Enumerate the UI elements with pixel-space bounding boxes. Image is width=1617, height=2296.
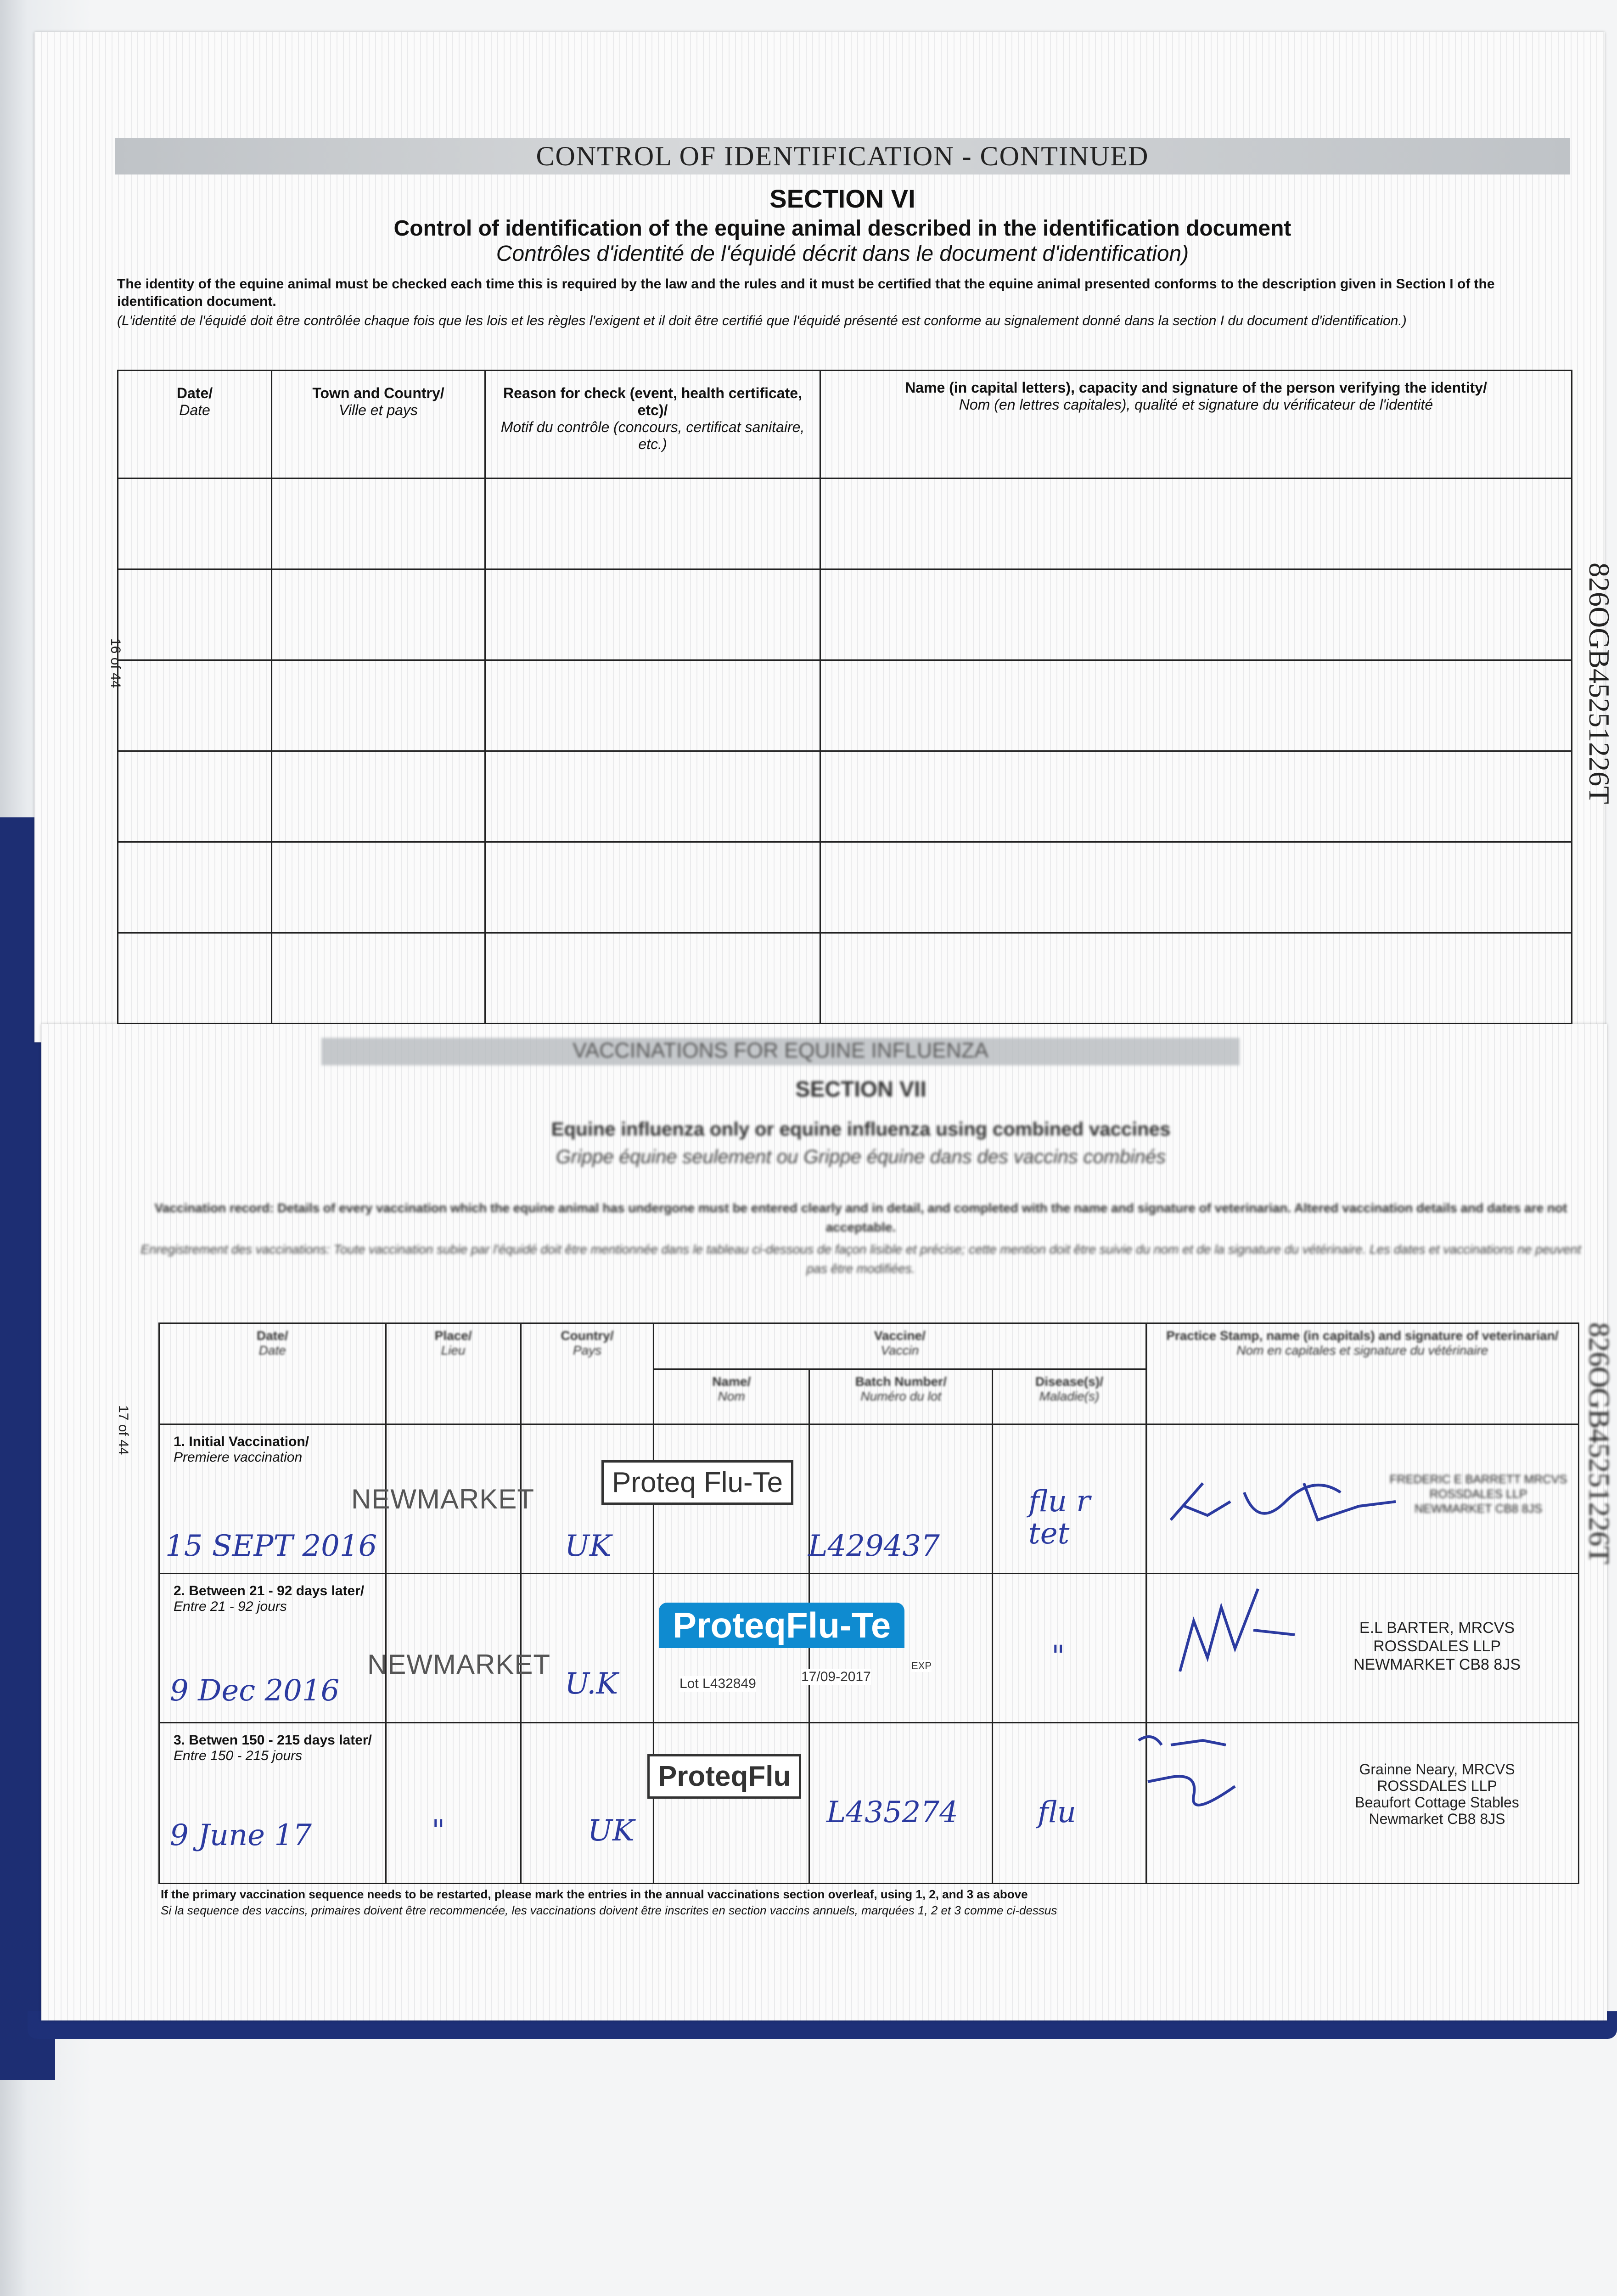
sticker-expiry: 17/09-2017 [801,1669,871,1684]
col-header-country: Country/ Pays [521,1323,653,1424]
row3-name-cell [654,1723,809,1884]
table-row [118,660,1572,751]
footer-note-fr: Si la sequence des vaccins, primaires doivent être recommencée, les vaccinations doivent être inscrites en section vaccins annuels, marquées 1, 2 et 3 comme ci-dessus [161,1903,1057,1917]
handwritten-date: 9 June 17 [170,1818,312,1852]
col-header-place: Place/ Lieu [386,1323,521,1424]
handwritten-country: UK [588,1814,634,1848]
handwritten-country: U.K [565,1667,618,1701]
identification-checks-table [117,370,1572,1024]
section-band-vaccinations [321,1038,1240,1065]
handwritten-place-ditto: " [432,1814,445,1848]
col-header-batch: Batch Number/ Numéro du lot [809,1369,993,1424]
section-title: SECTION VI [769,184,915,213]
veterinarian-signature-3 [1134,1727,1272,1809]
section-subtitle-fr: Grippe équine seulement ou Grippe équine dans des vaccins combinés [556,1146,1166,1167]
veterinarian-signature-2 [1166,1580,1313,1685]
table-row [118,842,1572,933]
vaccine-sticker: ProteqFlu-Te [659,1603,904,1648]
col-header-date: Date/ Date [159,1323,386,1424]
handwritten-date: 15 SEPT 2016 [165,1529,377,1563]
handwritten-country: UK [565,1529,612,1563]
section-band [115,138,1570,174]
document-code-bottom: 826OGB45251226T [1583,1322,1616,1564]
vaccine-name-stamp: Proteq Flu-Te [601,1460,793,1505]
footer-note-en: If the primary vaccination sequence needs to be restarted, please mark the entries in the annual vaccinations section overleaf, using 1, 2, and 3 as above [161,1887,1028,1901]
row-label: 3. Betwen 150 - 215 days later/ Entre 150 - 215 jours [174,1733,372,1763]
place-stamp: NEWMARKET [367,1649,550,1680]
handwritten-disease: flu [1038,1795,1076,1829]
veterinarian-signature-1 [1166,1465,1405,1548]
sticker-lot: Lot L432849 [679,1676,756,1691]
col-header-vaccine: Vaccine/ Vaccin [654,1323,1146,1369]
handwritten-disease: flu r tet [1028,1485,1090,1551]
sticker-expiry-label: EXP [911,1660,932,1671]
table-row [118,933,1572,1024]
row3-date-cell [159,1723,386,1884]
page-number-17: 17 of 44 [116,1405,131,1455]
intro-text-en: The identity of the equine animal must be checked each time this is required by the law and the rules and it must be certified that the equine animal presented conforms to the description given in Section I of the identification document. [117,276,1495,309]
col-header-disease: Disease(s)/ Maladie(s) [993,1369,1146,1424]
section-subtitle-en: Equine influenza only or equine influenza using combined vaccines [551,1118,1171,1140]
handwritten-disease-ditto: " [1051,1639,1065,1673]
section-title: SECTION VII [795,1077,926,1102]
handwritten-date: 9 Dec 2016 [170,1674,340,1708]
row-label: 1. Initial Vaccination/ Premiere vaccination [174,1434,309,1465]
row2-disease-cell [993,1574,1146,1723]
col-header-vaccine-name: Name/ Nom [654,1369,809,1424]
col-header-reason: Reason for check (event, health certificate, etc)/ Motif du contrôle (concours, certificat sanitaire, etc.) [485,371,820,478]
vaccination-note-en: Vaccination record: Details of every vaccination which the equine animal has undergone must be entered clearly and in detail, and completed with the name and signature of veterinarian. Altered vaccination details and dates are not acceptable. [154,1201,1567,1234]
vaccination-note-fr: Enregistrement des vaccinations: Toute vaccination subie par l'équidé doit être mentionnée dans le tableau ci-dessous de façon lisible et précise; cette mention doit être suivie du nom et de la signature du vétérinaire. Les dates et vaccinations ne peuvent pas être modifiées. [140,1242,1581,1276]
page-number-16: 16 of 44 [108,638,123,688]
row2-batch-cell [809,1574,993,1723]
place-stamp: NEWMARKET [351,1484,534,1514]
handwritten-batch: L435274 [826,1795,958,1829]
table-row [118,751,1572,842]
vet-stamp-2: E.L BARTER, MRCVS ROSSDALES LLP NEWMARKET CB8 8JS [1353,1619,1521,1673]
section-subtitle-en: Control of identification of the equine animal described in the identification document [393,216,1291,241]
row2-name-cell [654,1574,809,1723]
row3-place-cell [386,1723,521,1884]
col-header-stamp: Practice Stamp, name (in capitals) and signature of veterinarian/ Nom en capitales et signature du vétérinaire [1146,1323,1578,1424]
row2-place-cell [386,1574,521,1723]
vet-stamp-3: Grainne Neary, MRCVS ROSSDALES LLP Beaufort Cottage Stables Newmarket CB8 8JS [1355,1761,1519,1827]
table-row [118,478,1572,569]
document-code-top: 826OGB45251226T [1583,563,1616,805]
intro-text-fr: (L'identité de l'équidé doit être contrôlée chaque fois que les lois et les règles l'exigent et il doit être certifié que l'équidé présenté est conforme au signalement donné dans la section I du document d'identification.) [117,313,1407,328]
col-header-verifier: Name (in capital letters), capacity and signature of the person verifying the identity/ Nom (en lettres capitales), qualité et signature du vérificateur de l'identité [820,371,1572,478]
col-header-date: Date/ Date [118,371,272,478]
vet-stamp-1: FREDERIC E BARRETT MRCVS ROSSDALES LLP NEWMARKET CB8 8JS [1389,1472,1567,1515]
col-header-town: Town and Country/ Ville et pays [272,371,485,478]
section-subtitle-fr: Contrôles d'identité de l'équidé décrit dans le document d'identification) [496,242,1189,266]
band-title: CONTROL OF IDENTIFICATION - CONTINUED [536,141,1149,171]
row3-country-cell [521,1723,653,1884]
table-row [118,569,1572,660]
row-label: 2. Between 21 - 92 days later/ Entre 21 - 92 jours [174,1583,365,1614]
handwritten-batch: L429437 [808,1529,940,1563]
band-title: VACCINATIONS FOR EQUINE INFLUENZA [573,1038,988,1062]
vaccine-name-stamp: ProteqFlu [647,1754,801,1799]
